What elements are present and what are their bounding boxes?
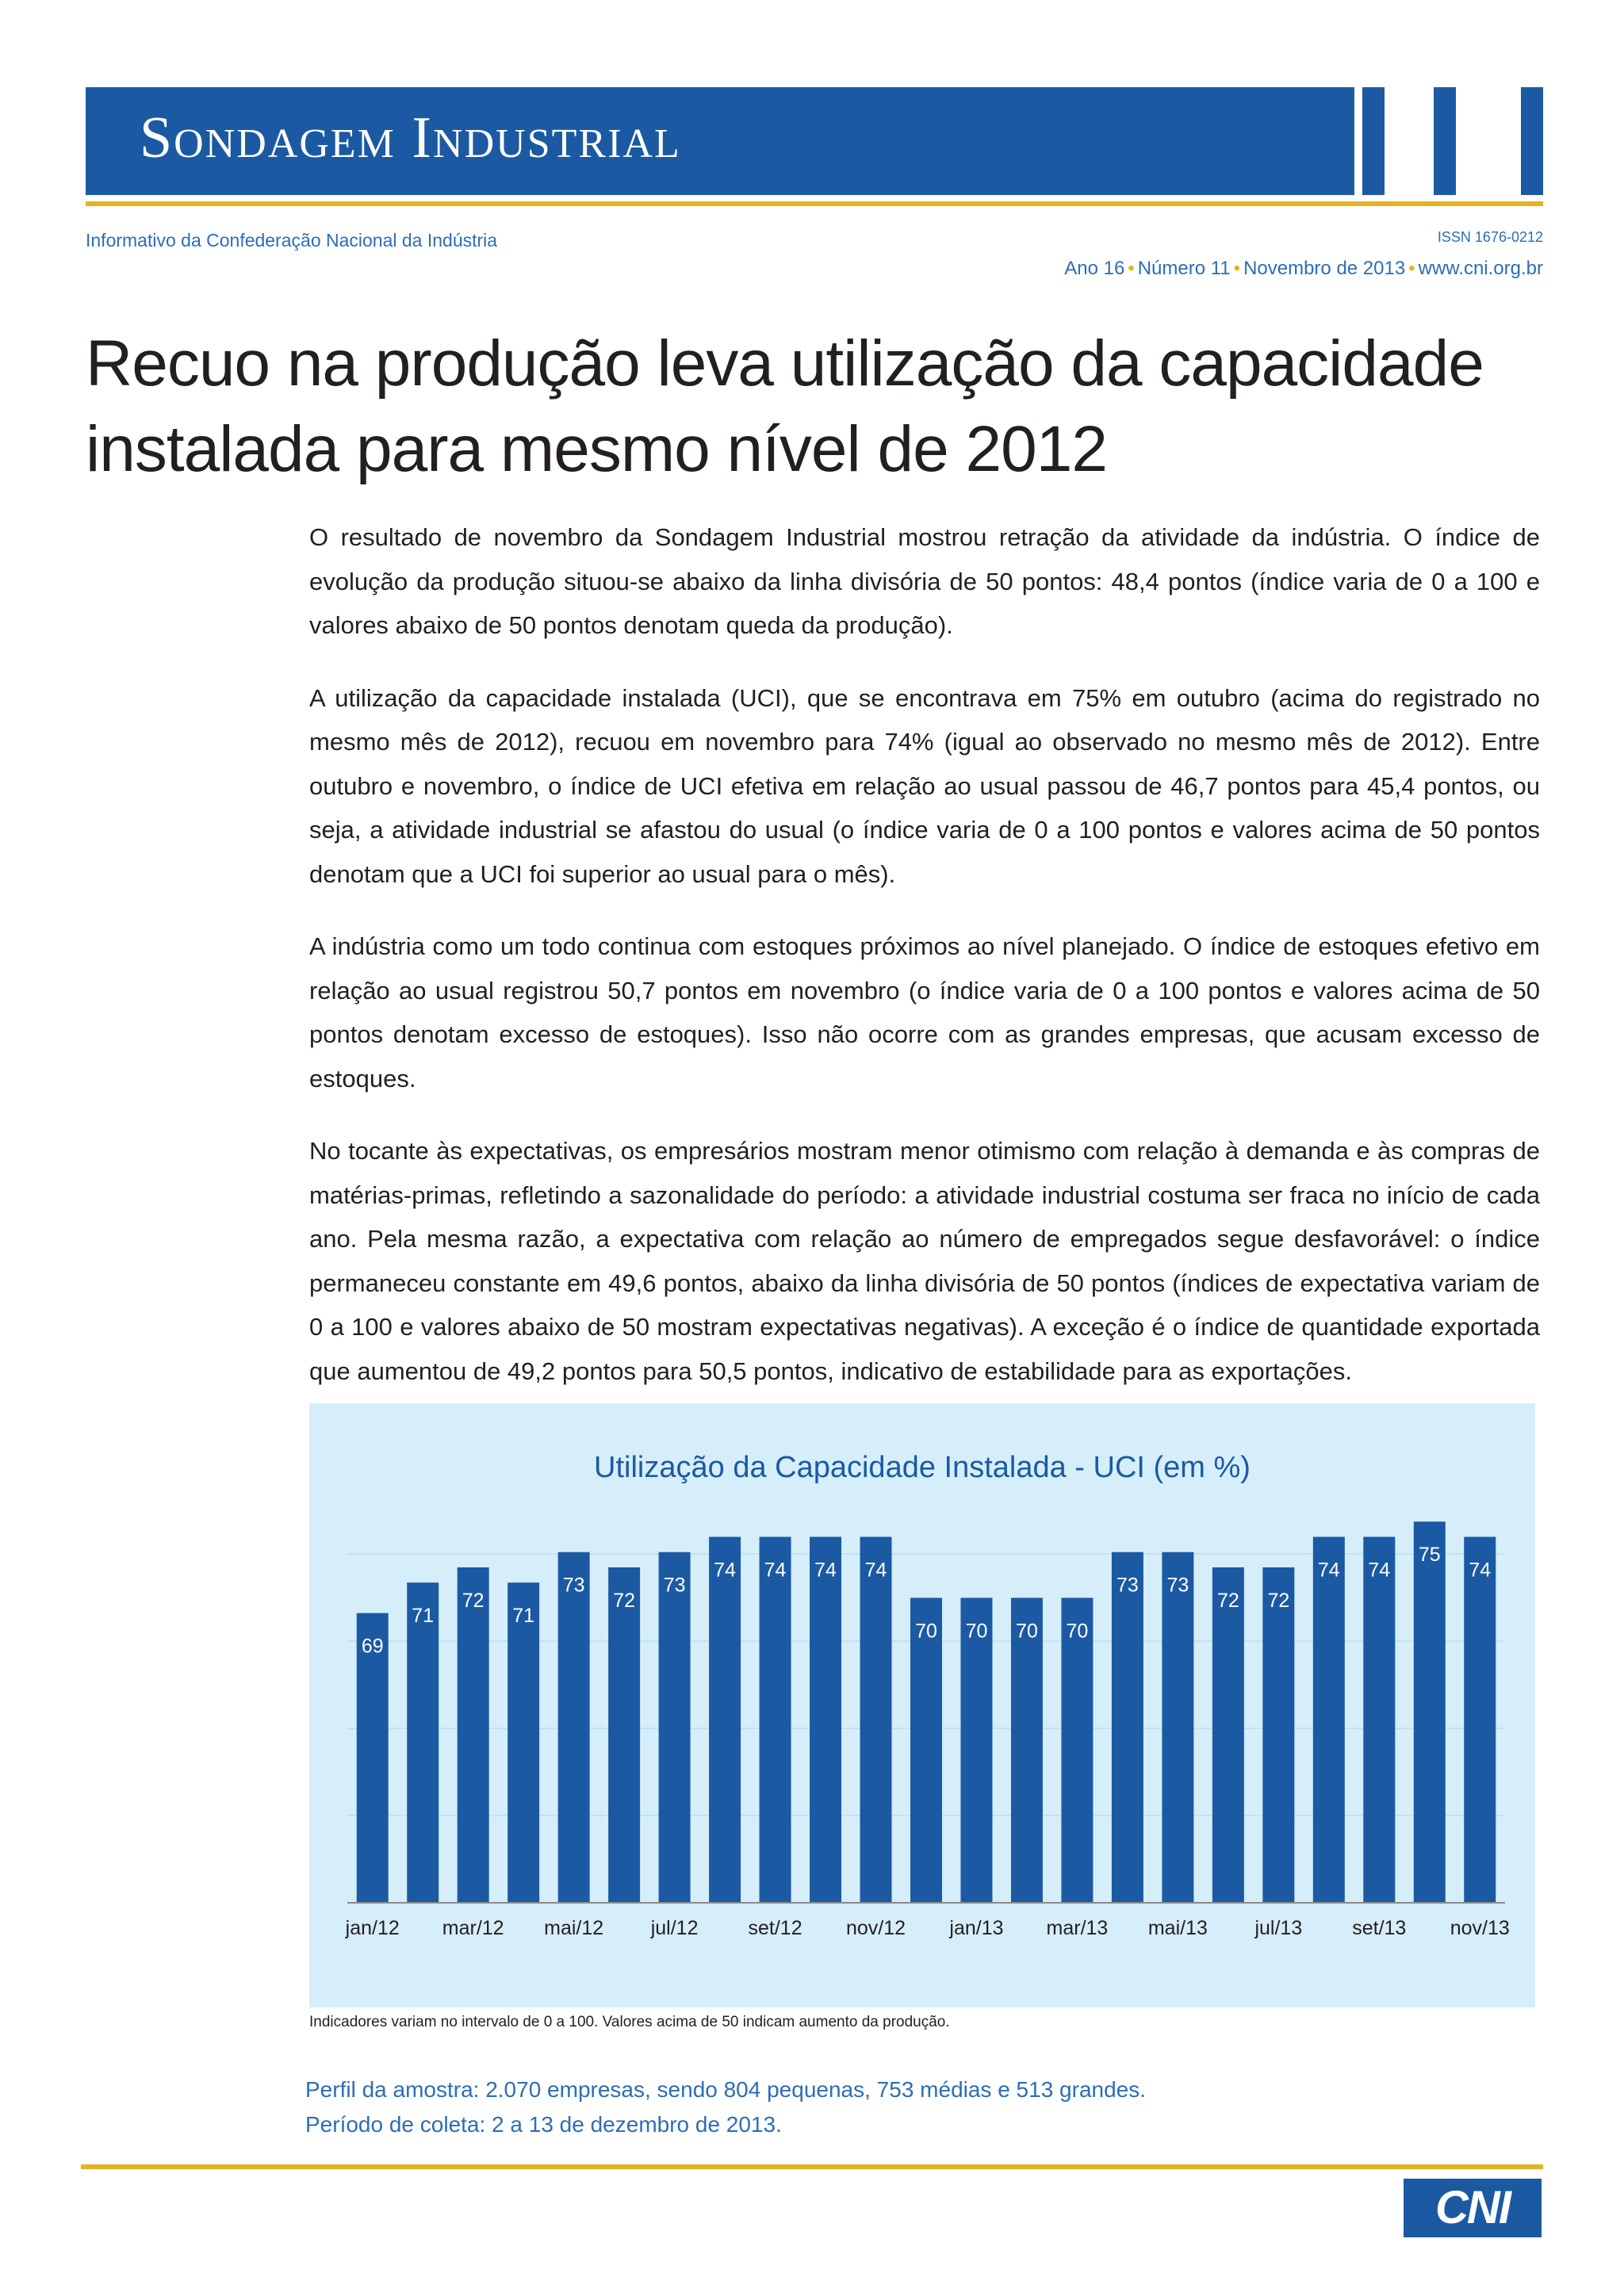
footer-divider	[81, 2164, 1543, 2169]
x-tick-label: mar/12	[442, 1917, 504, 1939]
x-tick-label: set/12	[748, 1917, 802, 1939]
bar-nov-12	[860, 1536, 892, 1903]
issue-year: Ano 16	[1064, 258, 1125, 279]
bar-jun-12	[608, 1567, 640, 1903]
sample-profile: Perfil da amostra: 2.070 empresas, sendo 804 pequenas, 753 médias e 513 grandes.	[305, 2077, 1147, 2102]
data-label: 72	[1216, 1589, 1239, 1612]
chart-plot	[309, 1403, 1535, 2007]
bar-out-13	[1414, 1521, 1446, 1903]
x-tick-label: mai/12	[544, 1917, 604, 1939]
bar-fev-12	[407, 1582, 439, 1903]
bar-abr-13	[1112, 1552, 1143, 1903]
paragraph: No tocante às expectativas, os empresários mostram menor otimismo com relação à demanda e às compras de matérias-primas, refletindo a sazonalidade do período: a atividade industrial costuma ser fraca no início de cada ano. Pela mesma razão, a expectativa com relação ao número de empregados segue desfavorável: o índice permaneceu constante em 49,6 pontos, abaixo da linha divisória de 50 pontos (índices de expectativa variam de 0 a 100 e valores abaixo de 50 mostram expectativas negativas). A exceção é o índice de quantidade exportada que aumentou de 49,2 pontos para 50,5 pontos, indicativo de estabilidade para as exportações.	[309, 1137, 1540, 1385]
paragraph: A indústria como um todo continua com estoques próximos ao nível planejado. O índice de estoques efetivo em relação ao usual registrou 50,7 pontos em novembro (o índice varia de 0 a 100 pontos e valores acima de 50 pontos denotam excesso de estoques). Isso não ocorre com as grandes empresas, que acusam excesso de estoques.	[309, 932, 1540, 1093]
data-label: 74	[1469, 1559, 1492, 1582]
issue-number: Número 11	[1137, 258, 1231, 279]
chart-footnote: Indicadores variam no intervalo de 0 a 100. Valores acima de 50 indicam aumento da produção.	[309, 2014, 950, 2030]
x-tick-label: set/13	[1352, 1917, 1407, 1939]
bar-mar-13	[1061, 1598, 1093, 1903]
masthead-banner	[86, 87, 1354, 195]
bar-fev-13	[1011, 1598, 1043, 1903]
bar-jul-12	[659, 1552, 691, 1903]
data-label: 74	[1317, 1559, 1340, 1582]
x-tick-label: jul/13	[1254, 1917, 1303, 1939]
collection-period: Período de coleta: 2 a 13 de dezembro de 2013.	[305, 2112, 782, 2137]
website-link[interactable]: www.cni.org.br	[1418, 258, 1543, 279]
bar-jun-13	[1212, 1567, 1244, 1903]
bar-mai-12	[558, 1552, 590, 1903]
bar-nov-13	[1464, 1536, 1496, 1903]
x-tick-label: jul/12	[650, 1917, 699, 1939]
bar-ago-13	[1313, 1536, 1345, 1903]
x-tick-label: jan/13	[949, 1917, 1004, 1939]
data-label: 72	[613, 1589, 636, 1612]
data-label: 75	[1418, 1544, 1441, 1567]
data-label: 74	[1368, 1559, 1391, 1582]
bar-ago-12	[709, 1536, 741, 1903]
data-label: 69	[361, 1635, 384, 1658]
issue-date: Novembro de 2013	[1243, 258, 1406, 279]
x-tick-label: mar/13	[1046, 1917, 1109, 1939]
data-label: 74	[864, 1559, 887, 1582]
data-label: 70	[1016, 1620, 1038, 1643]
data-label: 71	[412, 1605, 435, 1628]
data-label: 70	[915, 1620, 937, 1643]
data-label: 72	[462, 1589, 485, 1612]
data-label: 72	[1267, 1589, 1290, 1612]
x-tick-label: nov/12	[845, 1917, 906, 1939]
data-label: 74	[714, 1559, 736, 1582]
chart-title: Utilização da Capacidade Instalada - UCI (em %)	[594, 1451, 1251, 1484]
data-label: 73	[562, 1574, 585, 1597]
x-tick-label: mai/13	[1147, 1917, 1208, 1939]
bar-set-13	[1363, 1536, 1395, 1903]
bar-out-12	[810, 1536, 841, 1903]
data-label: 73	[1166, 1574, 1189, 1597]
publication-title: Sondagem Industrial	[140, 105, 681, 170]
page-title: Recuo na produção leva utilização da capacidade instalada para mesmo nível de 2012	[86, 327, 1484, 485]
uci-chart	[309, 1403, 1535, 2007]
data-label: 70	[1066, 1620, 1089, 1643]
data-label: 73	[663, 1574, 686, 1597]
data-label: 74	[814, 1559, 837, 1582]
data-label: 73	[1116, 1574, 1139, 1597]
bar-mai-13	[1162, 1552, 1193, 1903]
bar-set-12	[760, 1536, 791, 1903]
data-label: 74	[764, 1559, 787, 1582]
bar-jan-13	[960, 1598, 992, 1903]
paragraph: O resultado de novembro da Sondagem Industrial mostrou retração da atividade da indústria. O índice de evolução da produção situou-se abaixo da linha divisória de 50 pontos: 48,4 pontos (índice varia de 0 a 100 e valores abaixo de 50 pontos denotam queda da produção).	[309, 523, 1540, 639]
cni-logo: CNI	[1404, 2179, 1542, 2237]
header-divider	[86, 201, 1543, 206]
paragraph: A utilização da capacidade instalada (UCI), que se encontrava em 75% em outubro (acima do registrado no mesmo mês de 2012), recuou em novembro para 74% (igual ao observado no mesmo mês de 2012). Entre outubro e novembro, o índice de UCI efetiva em relação ao usual passou de 46,7 pontos para 45,4 pontos, ou seja, a atividade industrial se afastou do usual (o índice varia de 0 a 100 pontos e valores acima de 50 pontos denotam que a UCI foi superior ao usual para o mês).	[309, 683, 1540, 888]
sample-info	[305, 2072, 1146, 2142]
x-tick-label: nov/13	[1450, 1917, 1510, 1939]
issn-number: ISSN 1676-0212	[1437, 229, 1543, 245]
masthead-stripe	[1434, 87, 1456, 195]
data-label: 70	[965, 1620, 988, 1643]
bar-dez-12	[910, 1598, 942, 1903]
issue-info: Ano 16 • Número 11 • Novembro de 2013 • www.cni.org.br	[1064, 258, 1543, 279]
bar-jul-13	[1262, 1567, 1294, 1903]
x-tick-label: jan/12	[345, 1917, 400, 1939]
masthead-stripe	[1362, 87, 1385, 195]
masthead-stripe	[1521, 87, 1543, 195]
article-body	[309, 515, 1540, 1422]
bar-mar-12	[458, 1567, 489, 1903]
bar-abr-12	[508, 1582, 539, 1903]
data-label: 71	[512, 1605, 535, 1628]
publication-subtitle: Informativo da Confederação Nacional da Indústria	[86, 230, 498, 251]
